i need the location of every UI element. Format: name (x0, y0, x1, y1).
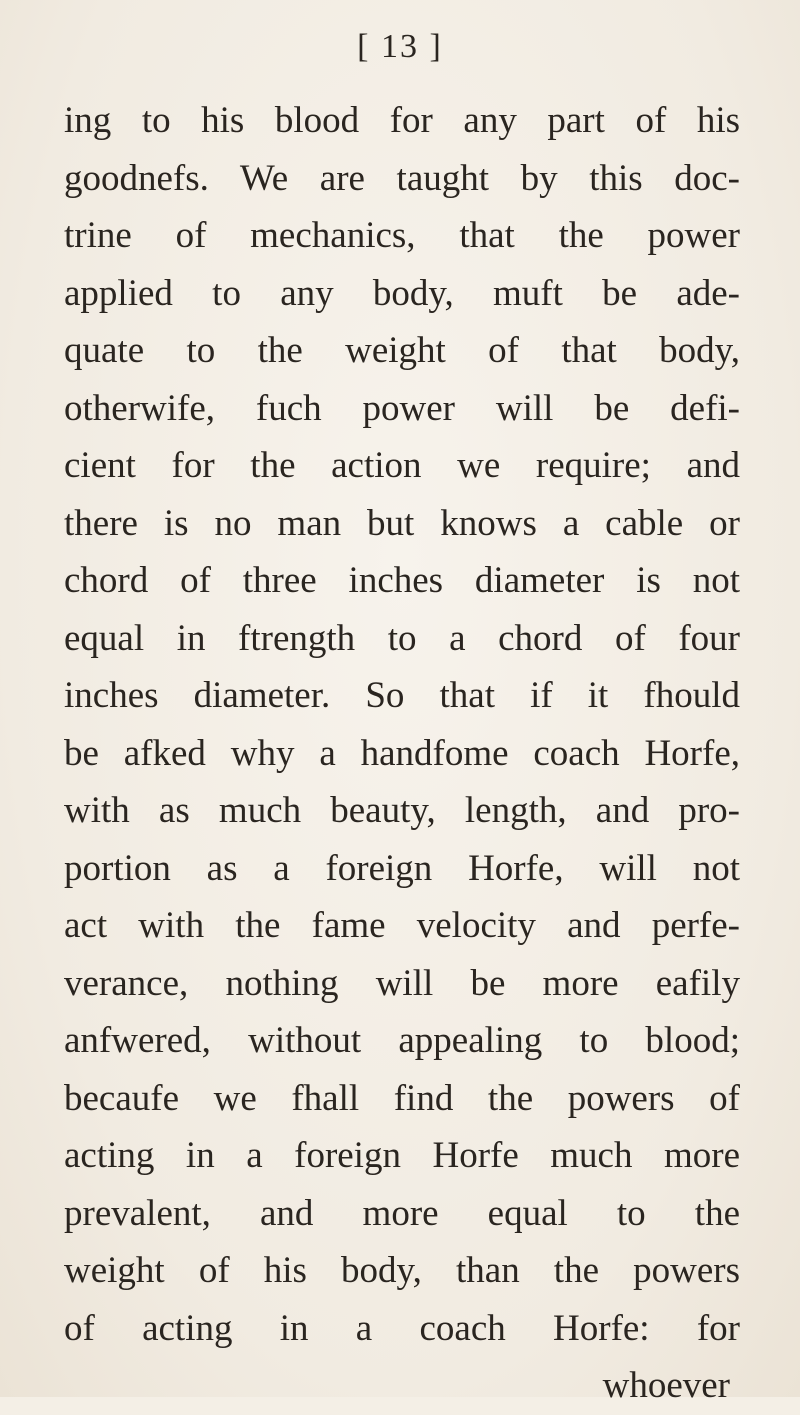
text-line: prevalent, and more equal to the (64, 1192, 740, 1234)
text-line: weight of his body, than the powers (64, 1250, 740, 1291)
page-number: [ 13 ] (357, 28, 443, 65)
text-line: portion as a foreign Horfe, will not (64, 847, 740, 889)
text-line: inches diameter. So that if it fhould (64, 675, 740, 716)
text-line: be afked why a handfome coach Horfe, (64, 732, 740, 774)
text-line: otherwife, fuch power will be defi- (64, 387, 740, 429)
text-line: verance, nothing will be more eafily (64, 962, 740, 1004)
text-line: with as much beauty, length, and pro- (64, 790, 740, 831)
text-line: applied to any body, muft be ade- (64, 272, 740, 314)
text-line: anfwered, without appealing to blood; (64, 1020, 740, 1061)
text-line: quate to the weight of that body, (64, 330, 740, 371)
text-line: chord of three inches diameter is not (64, 560, 740, 601)
text-line: ing to his blood for any part of his (64, 100, 740, 141)
text-line: act with the fame velocity and perfe- (64, 905, 740, 946)
text-line: of acting in a coach Horfe: for (64, 1307, 740, 1349)
text-line: goodnefs. We are taught by this doc- (64, 157, 740, 199)
catchword: whoever (602, 1365, 730, 1406)
text-line: acting in a foreign Horfe much more (64, 1135, 740, 1176)
text-line: equal in ftrength to a chord of four (64, 617, 740, 659)
body-text (64, 92, 740, 1415)
text-line: trine of mechanics, that the power (64, 215, 740, 256)
text-line: there is no man but knows a cable or (64, 502, 740, 544)
text-line: becaufe we fhall find the powers of (64, 1077, 740, 1119)
text-line: cient for the action we require; and (64, 445, 740, 486)
